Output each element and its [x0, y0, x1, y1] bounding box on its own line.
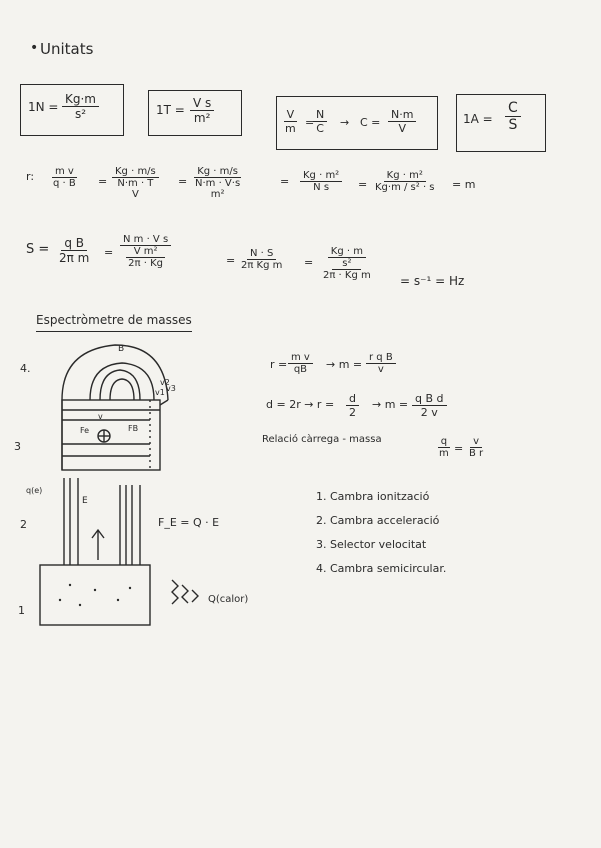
tesla-num: V s — [190, 96, 214, 111]
equals-6: = — [226, 254, 236, 267]
equals-5: = — [104, 246, 114, 259]
r-fraction: $\frac{\text{m v}}{qB}$ — [288, 352, 313, 375]
radius-f2-den2: V — [131, 189, 139, 200]
radius-result: = m — [452, 178, 476, 191]
equals-2: = — [178, 175, 188, 188]
step-4: 4. Cambra semicircular. — [316, 562, 447, 575]
diagram-label-fb: FB — [128, 424, 139, 433]
arrow-m: → m = — [326, 358, 363, 371]
radius-f5: $\frac{\text{Kg · m²}}{\text{Kg·m / s² · s}}$ — [375, 170, 435, 193]
ampere-fraction: $\frac{C}{S}$ — [505, 100, 521, 133]
diagram-label-v1: v1 — [155, 388, 165, 397]
step-1: 1. Cambra ionització — [316, 490, 430, 503]
m-fraction: $\frac{\text{r q B}}{v}$ — [366, 352, 396, 375]
diagram-label-fe: Fe — [80, 426, 90, 435]
equals-sign: = — [305, 116, 315, 129]
equals-4: = — [358, 178, 368, 191]
frequency-f3: $\frac{N \cdot S}{\text{2π Kg m}}$ — [241, 248, 283, 271]
d-line: d = 2r → r = — [266, 398, 335, 411]
n-over-c: $\frac{N}{C}$ — [313, 108, 327, 135]
v-over-m: $\frac{V}{m}$ — [285, 108, 296, 135]
v-over-br: $\frac{v}{\text{B r}}$ — [469, 436, 484, 459]
tesla-lhs: 1T = — [156, 103, 185, 117]
diagram-label-v2: v2 — [160, 378, 170, 387]
step-2: 2. Cambra acceleració — [316, 514, 440, 527]
stage-number-2: 2 — [20, 518, 27, 531]
equals-7: = — [304, 256, 314, 269]
force-equation: F_E = Q · E — [158, 516, 220, 529]
bullet-dot: • — [30, 40, 39, 56]
tesla-den: m² — [193, 111, 211, 125]
diagram-label-v3: v3 — [166, 384, 176, 393]
section-title: Espectròmetre de masses — [36, 313, 192, 332]
c-lhs: C = — [360, 116, 381, 129]
page-title: Unitats — [40, 40, 94, 58]
newton-den: s² — [74, 107, 87, 121]
radius-f2: Kg · m/s N·m · T V — [112, 166, 159, 200]
r-lhs: r = — [270, 358, 288, 371]
diagram-label-v: v — [98, 412, 103, 421]
c-fraction: $\frac{N\cdot m}{V}$ — [388, 108, 416, 135]
ionization-chamber — [40, 565, 150, 625]
frequency-f4: Kg · m s² 2π · Kg m — [323, 246, 371, 281]
stage-number-4: 4. — [20, 362, 31, 375]
frequency-f2: N m · V s V m² 2π · Kg — [120, 234, 171, 269]
arrow: → — [340, 116, 350, 129]
stage-number-3: 3 — [14, 440, 21, 453]
frequency-result: = s⁻¹ = Hz — [400, 274, 465, 288]
step-3: 3. Selector velocitat — [316, 538, 427, 551]
equals-3: = — [280, 175, 290, 188]
relation-equals: = — [454, 442, 464, 455]
d-fraction: $\frac{d}{2}$ — [346, 392, 359, 419]
m2-fraction: $\frac{\text{q B d}}{2 v}$ — [412, 392, 447, 419]
frequency-f1: $\frac{\text{q B}}{\text{2π m}}$ — [59, 236, 90, 265]
diagram-label-qe: q(e) — [26, 486, 43, 495]
radius-lhs: r: — [26, 170, 35, 183]
frequency-f2-sub: V m² — [126, 246, 166, 258]
radius-f1: $\frac{\text{m v}}{q \cdot B}$ — [53, 166, 76, 189]
relation-label: Relació càrrega - massa — [262, 434, 382, 445]
heat-label: Q(calor) — [208, 594, 249, 605]
newton-num: Kg·m — [62, 92, 99, 107]
frequency-lhs: S = — [26, 242, 50, 257]
q-over-m: $\frac{q}{m}$ — [439, 436, 449, 459]
semicircular-chamber — [62, 345, 168, 400]
equals-1: = — [98, 175, 108, 188]
newton-lhs: 1N = — [28, 100, 59, 114]
radius-f3: Kg · m/s N·m · V·s m² — [195, 166, 241, 200]
radius-f3-den2: m² — [210, 189, 225, 200]
ampere-lhs: 1A = — [463, 112, 493, 126]
radius-f4: $\frac{\text{Kg · m²}}{\text{N s}}$ — [300, 170, 342, 193]
frequency-f4-sub: s² — [332, 258, 361, 270]
diagram-label-b: B — [118, 344, 125, 354]
stage-number-1: 1 — [18, 604, 25, 617]
diagram-label-e: E — [82, 496, 88, 506]
arrow-m2: → m = — [372, 398, 409, 411]
